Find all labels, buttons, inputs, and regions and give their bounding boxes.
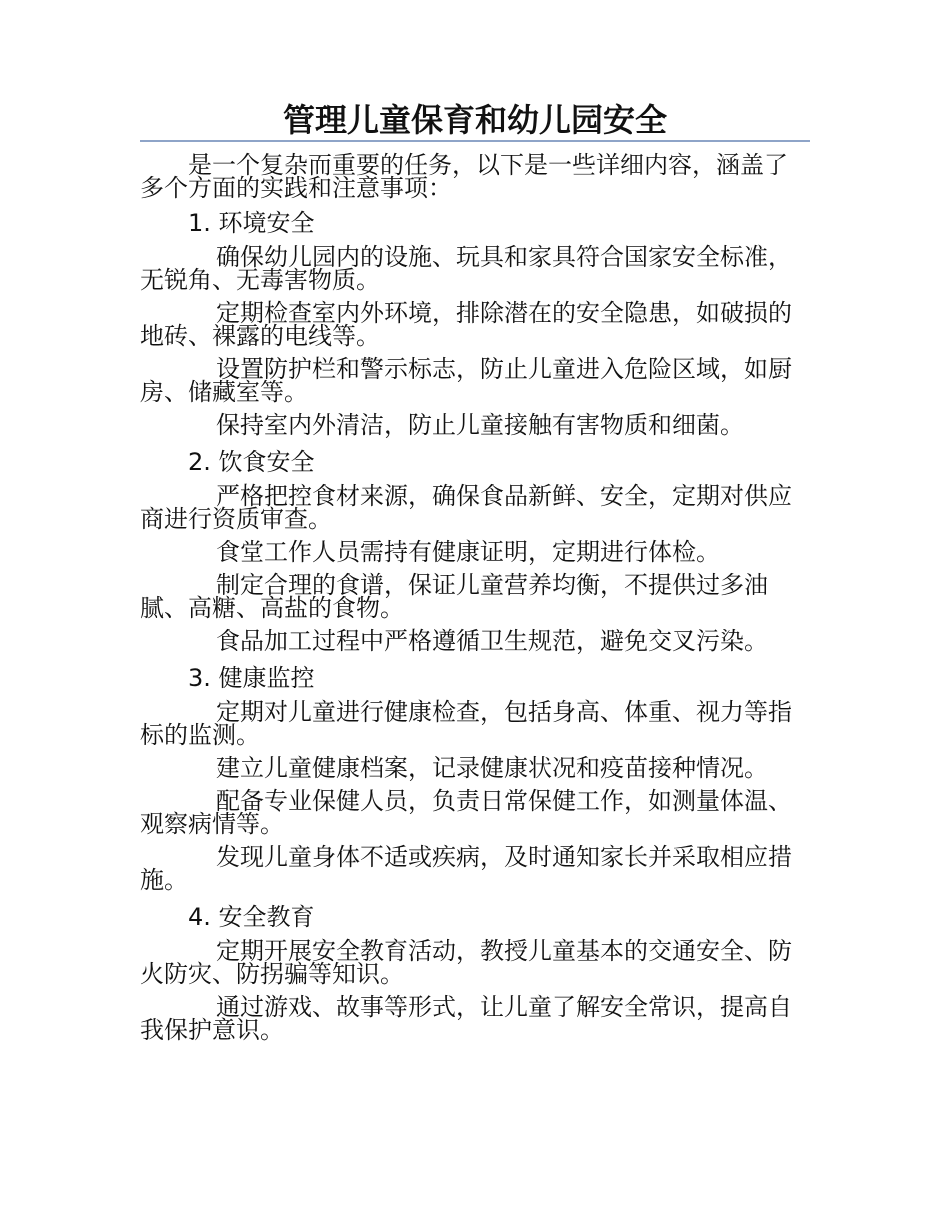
document-body [140, 151, 810, 1052]
list-item: 定期检查室内外环境，排除潜在的安全隐患，如破损的地砖、裸露的电线等。 [140, 299, 792, 350]
section-health-monitoring [140, 663, 810, 892]
section-safety-education [140, 902, 810, 1042]
list-item: 通过游戏、故事等形式，让儿童了解安全常识，提高自我保护意识。 [140, 993, 792, 1044]
section-environment-safety [140, 208, 810, 437]
section-heading: 3. 健康监控 [188, 664, 315, 692]
list-item: 定期开展安全教育活动，教授儿童基本的交通安全、防火防灾、防拐骗等知识。 [140, 937, 792, 988]
list-item: 确保幼儿园内的设施、玩具和家具符合国家安全标准，无锐角、无毒害物质。 [140, 243, 792, 294]
list-item: 制定合理的食谱，保证儿童营养均衡，不提供过多油腻、高糖、高盐的食物。 [140, 571, 768, 622]
list-item: 保持室内外清洁，防止儿童接触有害物质和细菌。 [216, 411, 744, 439]
list-item: 建立儿童健康档案，记录健康状况和疫苗接种情况。 [216, 754, 768, 782]
list-item: 发现儿童身体不适或疾病，及时通知家长并采取相应措施。 [140, 843, 792, 894]
list-item: 严格把控食材来源，确保食品新鲜、安全，定期对供应商进行资质审查。 [140, 482, 792, 533]
section-heading: 4. 安全教育 [188, 903, 315, 931]
page-title: 管理儿童保育和幼儿园安全 [282, 101, 667, 139]
list-item: 食堂工作人员需持有健康证明，定期进行体检。 [216, 538, 720, 566]
list-item: 配备专业保健人员，负责日常保健工作，如测量体温、观察病情等。 [140, 787, 792, 838]
list-item: 设置防护栏和警示标志，防止儿童进入危险区域，如厨房、储藏室等。 [140, 355, 792, 406]
section-food-safety [140, 447, 810, 653]
list-item: 食品加工过程中严格遵循卫生规范，避免交叉污染。 [216, 627, 768, 655]
section-heading: 2. 饮食安全 [188, 448, 315, 476]
title-underline [140, 140, 810, 142]
section-heading: 1. 环境安全 [188, 209, 315, 237]
intro-paragraph: 是一个复杂而重要的任务，以下是一些详细内容，涵盖了多个方面的实践和注意事项： [140, 151, 788, 202]
list-item: 定期对儿童进行健康检查，包括身高、体重、视力等指标的监测。 [140, 698, 792, 749]
